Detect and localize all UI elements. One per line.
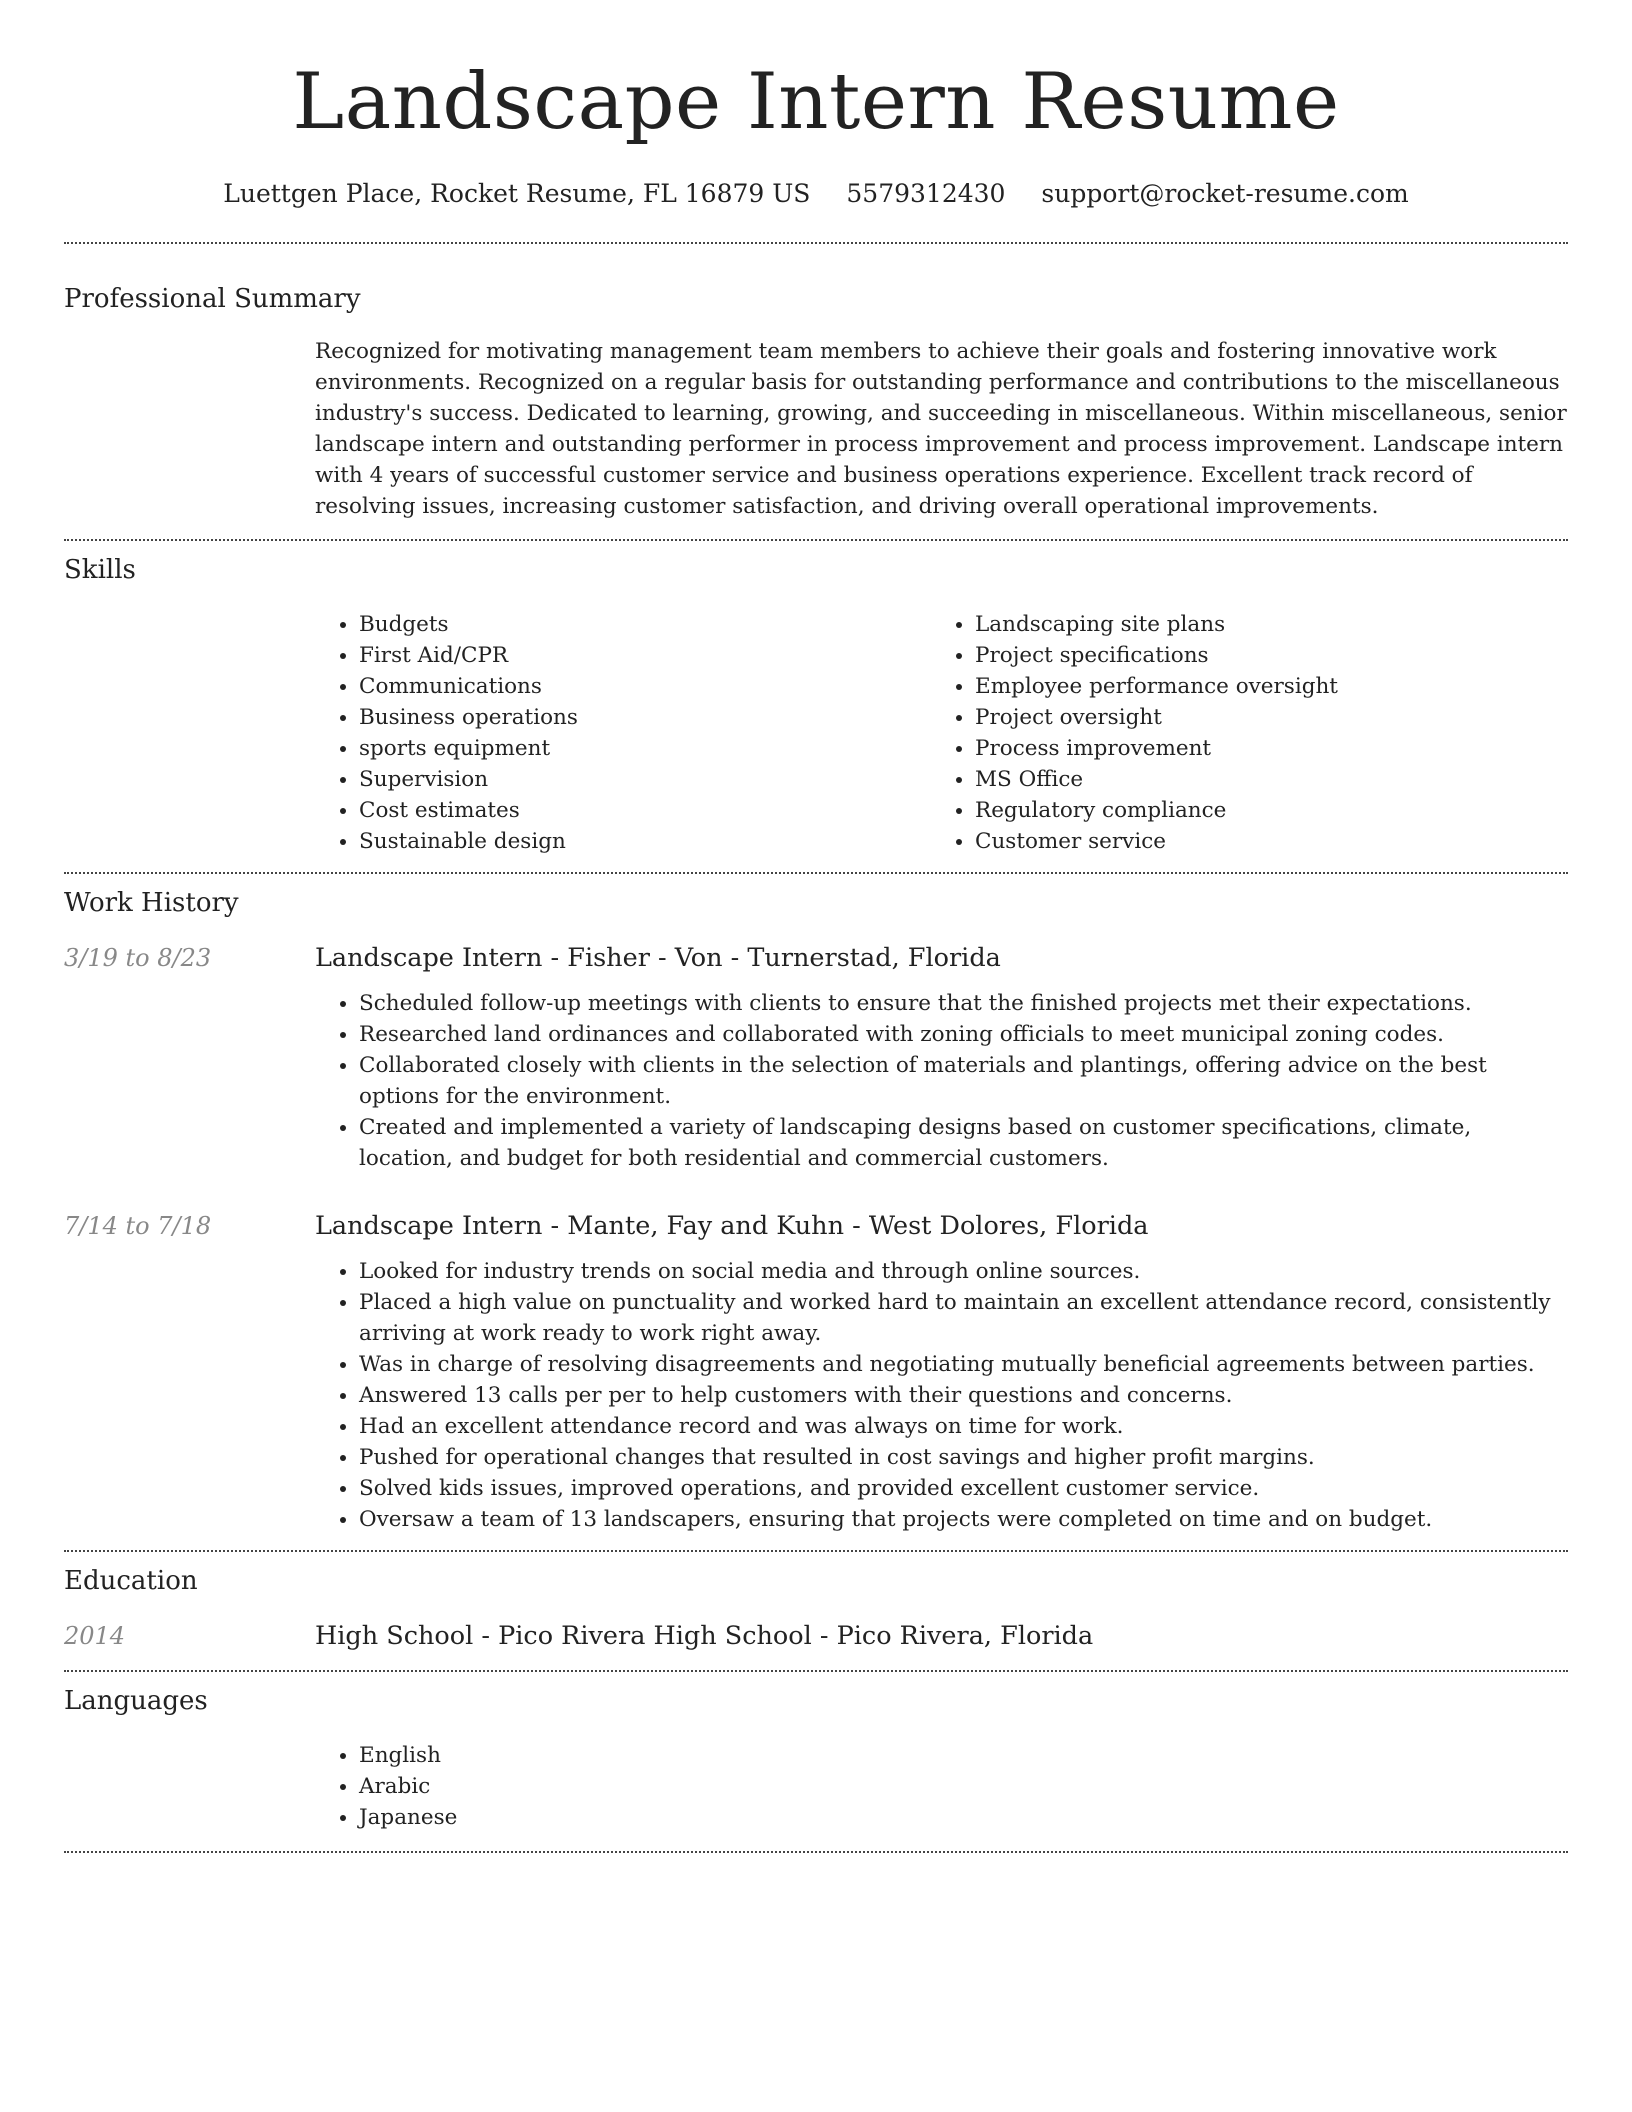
job-details: [315, 1256, 1568, 1535]
job-title: Landscape Intern - Fisher - Von - Turnerstad, Florida: [315, 943, 1001, 973]
job-bullet: • Pushed for operational changes that resulted in cost savings and higher profit margins.: [359, 1442, 1568, 1473]
education-school: High School - Pico Rivera High School - Pico Rivera, Florida: [315, 1621, 1094, 1651]
education-entry: [64, 1620, 1568, 1652]
work-section: [64, 874, 1568, 1550]
job-bullet: • Scheduled follow-up meetings with clients to ensure that the finished projects met their expectations.: [359, 988, 1568, 1019]
skill-item: • Supervision: [359, 764, 931, 795]
contact-address: Luettgen Place, Rocket Resume, FL 16879 US: [223, 179, 811, 208]
education-year: 2014: [64, 1622, 126, 1650]
languages-list: [315, 1740, 1568, 1833]
skills-columns: [315, 609, 1568, 857]
job-bullet: • Researched land ordinances and collaborated with zoning officials to meet municipal zoning codes.: [359, 1019, 1568, 1050]
skill-item: • Regulatory compliance: [975, 795, 1547, 826]
job-bullet: • Answered 13 calls per per to help customers with their questions and concerns.: [359, 1380, 1568, 1411]
languages-heading: Languages: [64, 1686, 208, 1716]
job-title: Landscape Intern - Mante, Fay and Kuhn - West Dolores, Florida: [315, 1211, 1149, 1241]
job-dates: 7/14 to 7/18: [64, 1212, 212, 1240]
section-divider: [64, 1851, 1568, 1853]
job-entry: [64, 942, 1568, 1174]
job-bullets: [315, 988, 1568, 1174]
skill-item: • Landscaping site plans: [975, 609, 1547, 640]
skill-item: • sports equipment: [359, 733, 931, 764]
skill-item: • Process improvement: [975, 733, 1547, 764]
skill-item: • Sustainable design: [359, 826, 931, 857]
job-bullets: [315, 1256, 1568, 1535]
contact-phone: 5579312430: [846, 179, 1006, 208]
job-bullet: • Was in charge of resolving disagreements and negotiating mutually beneficial agreements between parties.: [359, 1349, 1568, 1380]
skills-list-left: [315, 609, 931, 857]
skill-item: • First Aid/CPR: [359, 640, 931, 671]
contact-email: support@rocket-resume.com: [1041, 179, 1409, 208]
job-bullet: • Placed a high value on punctuality and worked hard to maintain an excellent attendance record, consistently arriving at work ready to work right away.: [359, 1287, 1568, 1349]
skill-item: • Business operations: [359, 702, 931, 733]
summary-section: [64, 244, 1568, 539]
skill-item: • Employee performance oversight: [975, 671, 1547, 702]
education-heading: Education: [64, 1566, 198, 1596]
language-item: • Arabic: [359, 1771, 1568, 1802]
skill-item: • Project specifications: [975, 640, 1547, 671]
job-dates: 3/19 to 8/23: [64, 944, 212, 972]
job-bullet: • Collaborated closely with clients in the selection of materials and plantings, offering advice on the best options for the environment.: [359, 1050, 1568, 1112]
summary-heading: Professional Summary: [64, 284, 361, 314]
skill-item: • Communications: [359, 671, 931, 702]
skill-item: • Customer service: [975, 826, 1547, 857]
contact-line: [64, 178, 1568, 210]
job-bullet: • Had an excellent attendance record and was always on time for work.: [359, 1411, 1568, 1442]
job-entry: [64, 1210, 1568, 1535]
language-item: • English: [359, 1740, 1568, 1771]
languages-content: [315, 1740, 1568, 1833]
skill-item: • Budgets: [359, 609, 931, 640]
summary-content: [315, 336, 1568, 522]
skill-item: • Cost estimates: [359, 795, 931, 826]
skills-list-right: [931, 609, 1547, 857]
skill-item: • MS Office: [975, 764, 1547, 795]
language-item: • Japanese: [359, 1802, 1568, 1833]
skill-item: • Project oversight: [975, 702, 1547, 733]
job-bullet: • Solved kids issues, improved operations, and provided excellent customer service.: [359, 1473, 1568, 1504]
job-header: [64, 1210, 1568, 1242]
work-heading: Work History: [64, 888, 239, 918]
job-bullet: • Created and implemented a variety of landscaping designs based on customer specifications, climate, location, and budget for both residential and commercial customers.: [359, 1112, 1568, 1174]
skills-section: [64, 541, 1568, 872]
job-details: [315, 988, 1568, 1174]
job-header: [64, 942, 1568, 974]
summary-text: Recognized for motivating management team members to achieve their goals and fostering innovative work environments. Recognized on a regular basis for outstanding performance and contributions to the miscellaneous industry's success. Dedicated to learning, growing, and succeeding in miscellaneous. Within miscellaneous, senior landscape intern and outstanding performer in process improvement and process improvement. Landscape intern with 4 years of successful customer service and business operations experience. Excellent track record of resolving issues, increasing customer satisfaction, and driving overall operational improvements.: [315, 339, 1567, 519]
education-section: [64, 1552, 1568, 1670]
job-bullet: • Looked for industry trends on social media and through online sources.: [359, 1256, 1568, 1287]
job-bullet: • Oversaw a team of 13 landscapers, ensuring that projects were completed on time and on budget.: [359, 1504, 1568, 1535]
skills-heading: Skills: [64, 555, 136, 585]
languages-section: [64, 1672, 1568, 1851]
resume-title: Landscape Intern Resume: [292, 57, 1340, 147]
